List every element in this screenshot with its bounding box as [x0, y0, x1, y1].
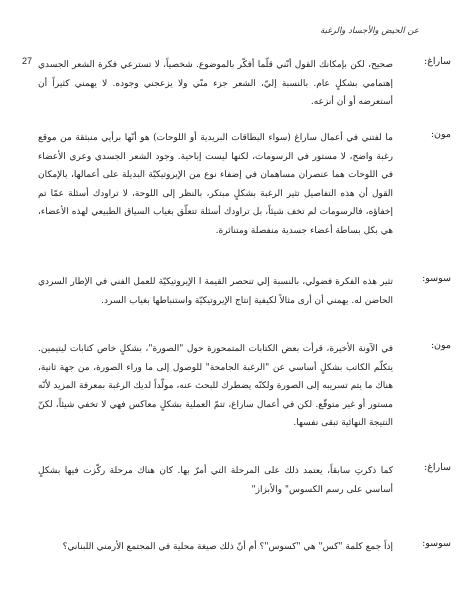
page-number: 27 — [22, 56, 33, 66]
speech-text: ما لفتني في أعمال ساراغ (سواء البطاقات البريدية أو اللوحات) هو أنّها برأيي منبثقة من موقع رغبة واضح، لا مستور في الرسومات، لكنها ليست إباحية. وجود الشعر الجسدي وعري الأعضاء في اللوحات هما عنصران مساهمان في إضفاء نوع من الإيروتيكيّة البديلة على أعمالها، بالإمكان القول أن هذه التفاصيل تثير الرغبة بشكلٍ مبتكر، بالنظر إلى اللوحة، لا تراودك أسئلة عمّا تم إخفاؤه، فالرسومات لم تخف شيئاً، بل تراودك أسئلة تتعلّق بغياب السياق الطبيعي لهذه الأعضاء، هي بكل بساطة أعضاء جسدية منفصلة ومتناثرة. — [38, 133, 393, 236]
speech-text: في الآونة الأخيرة، قرأت بعض الكتابات المتمحورة حول "الصورة"، بشكلٍ خاص كتابات ليتيمين. يتكلّم الكاتب بشكلٍ أساسي عن "الرغبة الجامحة" للوصول إلى ما وراء الصورة، من جهة ثانية، هناك ما يتم تسريبه إلى الصورة ولكنّه يضطرك للبحث عنه، مولّداً لديك الرغبة بمعرفة المزيد لأنّه مستور أو غير متوقّع. لكن في أعمال ساراغ، تتمّ العملية بشكلٍ معاكس فهي لا تخفي شيئاً، لكنّ النتيجة النهائية تبقى نفسها. — [38, 344, 393, 428]
speaker-label: ساراغ: — [424, 462, 451, 473]
speech-text: إذاً جمع كلمة "كس" هي "كسوس"؟ أم أنّ ذلك صيغة محلية في المجتمع الأرمني اللبناني؟ — [62, 542, 393, 552]
speaker-label: ساراغ: — [424, 56, 451, 67]
speaker-label: سوسو: — [422, 538, 451, 549]
speaker-label: مون: — [430, 129, 451, 140]
running-head: عن الحيض والأجساد والرغبة — [320, 26, 419, 36]
speaker-label: مون: — [430, 340, 451, 351]
speech-text: صحيح، لكن بإمكانك القول أنّني قلّما أفكّر بالموضوع. شخصياً، لا تسترعي فكرة الشعر الجسدي إهتمامي بشكلٍ عام. بالنسبة إليّ، الشعر جزء منّي ولا يزعجني وجوده. لا يهمني كثيراً أن أستعرضه أو أن أنزعه. — [38, 60, 393, 107]
speaker-label: سوسو: — [422, 273, 451, 284]
speech-text: تثير هذه الفكرة فضولي، بالنسبة إلي تنحصر القيمة ا الإيروتيكيّة للعمل الفني في الإطار السردي الحاضن له. يهمني أن أرى مثالاً لكيفية إنتاج الإيروتيكيّة واستنباطها بغياب السرد. — [38, 277, 393, 306]
speech-text: كما ذكرتِ سابقاً، يعتمد ذلك على المرحلة التي أمرّ بها. كان هناك مرحلة ركّزت فيها بشكلٍ أساسي على رسم الكسوس" والأبزاز" — [38, 466, 393, 495]
